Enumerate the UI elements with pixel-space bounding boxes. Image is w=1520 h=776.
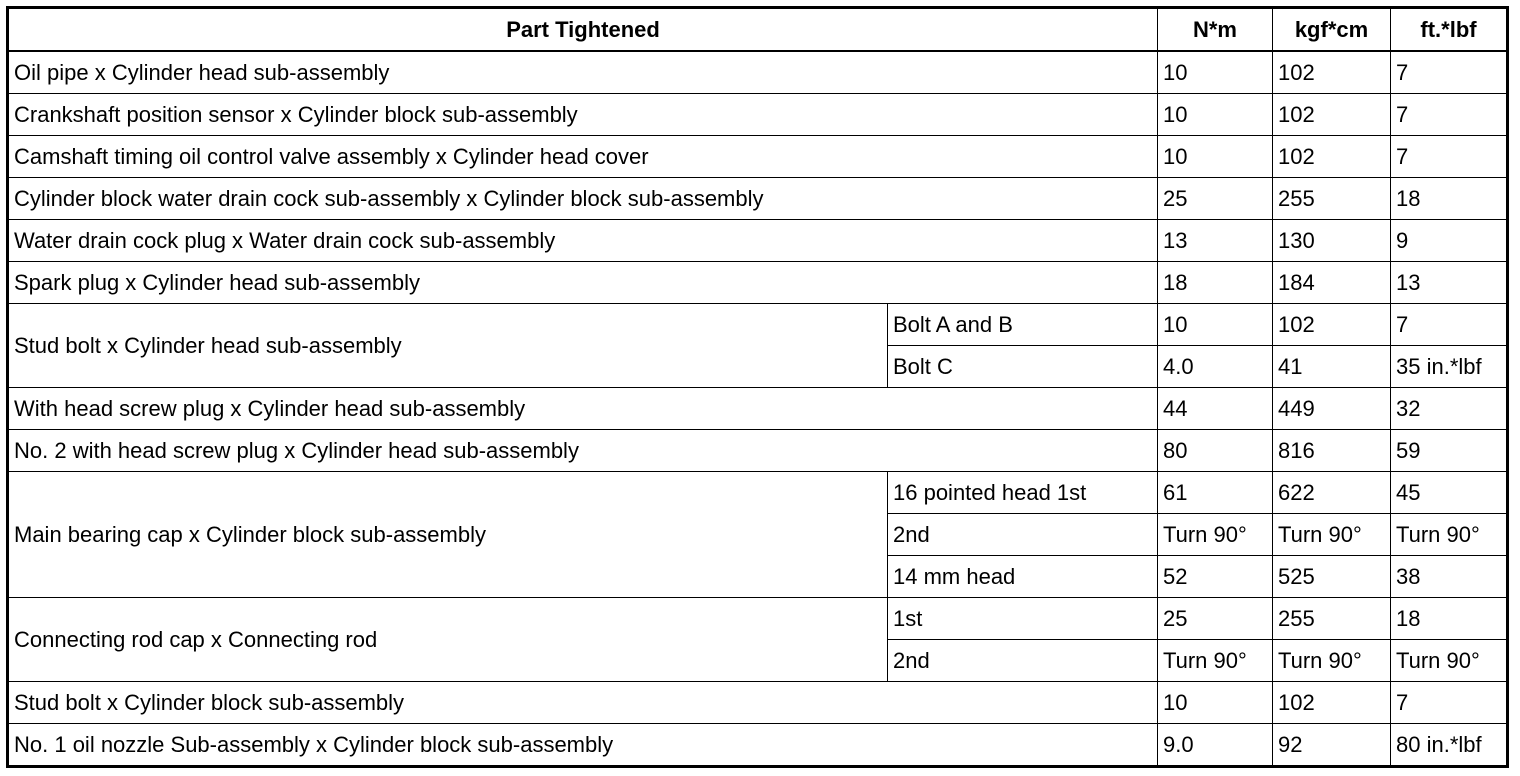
kgfcm-cell: 102 — [1273, 682, 1391, 724]
ftlbf-cell: Turn 90° — [1391, 514, 1508, 556]
kgfcm-cell: 184 — [1273, 262, 1391, 304]
ftlbf-cell: 18 — [1391, 598, 1508, 640]
ftlbf-cell: 80 in.*lbf — [1391, 724, 1508, 767]
ftlbf-cell: Turn 90° — [1391, 640, 1508, 682]
part-cell: Oil pipe x Cylinder head sub-assembly — [8, 51, 1158, 94]
step-cell: 2nd — [888, 640, 1158, 682]
table-row — [8, 51, 1508, 94]
nm-cell: 52 — [1158, 556, 1273, 598]
ftlbf-cell: 18 — [1391, 178, 1508, 220]
kgfcm-cell: 102 — [1273, 94, 1391, 136]
table-row — [8, 472, 1508, 514]
part-cell: With head screw plug x Cylinder head sub-assembly — [8, 388, 1158, 430]
ftlbf-cell: 59 — [1391, 430, 1508, 472]
table-row — [8, 220, 1508, 262]
step-cell: 16 pointed head 1st — [888, 472, 1158, 514]
kgfcm-cell: 255 — [1273, 178, 1391, 220]
ftlbf-cell: 7 — [1391, 51, 1508, 94]
nm-cell: 10 — [1158, 682, 1273, 724]
kgfcm-cell: 622 — [1273, 472, 1391, 514]
ftlbf-cell: 32 — [1391, 388, 1508, 430]
table-row — [8, 304, 1508, 346]
ftlbf-cell: 13 — [1391, 262, 1508, 304]
part-cell: Cylinder block water drain cock sub-assembly x Cylinder block sub-assembly — [8, 178, 1158, 220]
part-cell: Crankshaft position sensor x Cylinder block sub-assembly — [8, 94, 1158, 136]
ftlbf-cell: 7 — [1391, 304, 1508, 346]
table-row — [8, 136, 1508, 178]
step-cell: Bolt A and B — [888, 304, 1158, 346]
table-row — [8, 178, 1508, 220]
table-row — [8, 388, 1508, 430]
table-row — [8, 262, 1508, 304]
ftlbf-cell: 7 — [1391, 682, 1508, 724]
table-header — [8, 8, 1508, 52]
ftlbf-cell: 38 — [1391, 556, 1508, 598]
part-cell: No. 2 with head screw plug x Cylinder head sub-assembly — [8, 430, 1158, 472]
kgfcm-cell: 130 — [1273, 220, 1391, 262]
nm-cell: 10 — [1158, 51, 1273, 94]
step-cell: Bolt C — [888, 346, 1158, 388]
step-cell: 2nd — [888, 514, 1158, 556]
kgfcm-cell: Turn 90° — [1273, 514, 1391, 556]
nm-cell: 10 — [1158, 304, 1273, 346]
ftlbf-cell: 7 — [1391, 136, 1508, 178]
table-row — [8, 430, 1508, 472]
nm-cell: 4.0 — [1158, 346, 1273, 388]
nm-cell: 13 — [1158, 220, 1273, 262]
nm-cell: 10 — [1158, 136, 1273, 178]
part-cell: Stud bolt x Cylinder block sub-assembly — [8, 682, 1158, 724]
ftlbf-cell: 35 in.*lbf — [1391, 346, 1508, 388]
kgfcm-cell: 255 — [1273, 598, 1391, 640]
kgfcm-cell: 102 — [1273, 304, 1391, 346]
table-body — [8, 51, 1508, 767]
nm-cell: 18 — [1158, 262, 1273, 304]
part-cell: Connecting rod cap x Connecting rod — [8, 598, 888, 682]
nm-cell: 25 — [1158, 598, 1273, 640]
header-nm: N*m — [1158, 8, 1273, 52]
ftlbf-cell: 7 — [1391, 94, 1508, 136]
kgfcm-cell: 525 — [1273, 556, 1391, 598]
nm-cell: Turn 90° — [1158, 514, 1273, 556]
table-row — [8, 682, 1508, 724]
part-cell: Camshaft timing oil control valve assembly x Cylinder head cover — [8, 136, 1158, 178]
part-cell: No. 1 oil nozzle Sub-assembly x Cylinder block sub-assembly — [8, 724, 1158, 767]
part-cell: Water drain cock plug x Water drain cock sub-assembly — [8, 220, 1158, 262]
ftlbf-cell: 9 — [1391, 220, 1508, 262]
nm-cell: Turn 90° — [1158, 640, 1273, 682]
kgfcm-cell: 449 — [1273, 388, 1391, 430]
torque-spec-table — [6, 6, 1509, 768]
kgfcm-cell: 92 — [1273, 724, 1391, 767]
nm-cell: 44 — [1158, 388, 1273, 430]
kgfcm-cell: 41 — [1273, 346, 1391, 388]
header-kgfcm: kgf*cm — [1273, 8, 1391, 52]
step-cell: 1st — [888, 598, 1158, 640]
table-row — [8, 94, 1508, 136]
nm-cell: 9.0 — [1158, 724, 1273, 767]
header-row — [8, 8, 1508, 52]
kgfcm-cell: 102 — [1273, 136, 1391, 178]
nm-cell: 61 — [1158, 472, 1273, 514]
step-cell: 14 mm head — [888, 556, 1158, 598]
nm-cell: 10 — [1158, 94, 1273, 136]
table-row — [8, 724, 1508, 767]
nm-cell: 25 — [1158, 178, 1273, 220]
part-cell: Stud bolt x Cylinder head sub-assembly — [8, 304, 888, 388]
header-part-tightened: Part Tightened — [8, 8, 1158, 52]
kgfcm-cell: 102 — [1273, 51, 1391, 94]
kgfcm-cell: Turn 90° — [1273, 640, 1391, 682]
kgfcm-cell: 816 — [1273, 430, 1391, 472]
table-row — [8, 598, 1508, 640]
ftlbf-cell: 45 — [1391, 472, 1508, 514]
nm-cell: 80 — [1158, 430, 1273, 472]
part-cell: Spark plug x Cylinder head sub-assembly — [8, 262, 1158, 304]
header-ftlbf: ft.*lbf — [1391, 8, 1508, 52]
part-cell: Main bearing cap x Cylinder block sub-assembly — [8, 472, 888, 598]
